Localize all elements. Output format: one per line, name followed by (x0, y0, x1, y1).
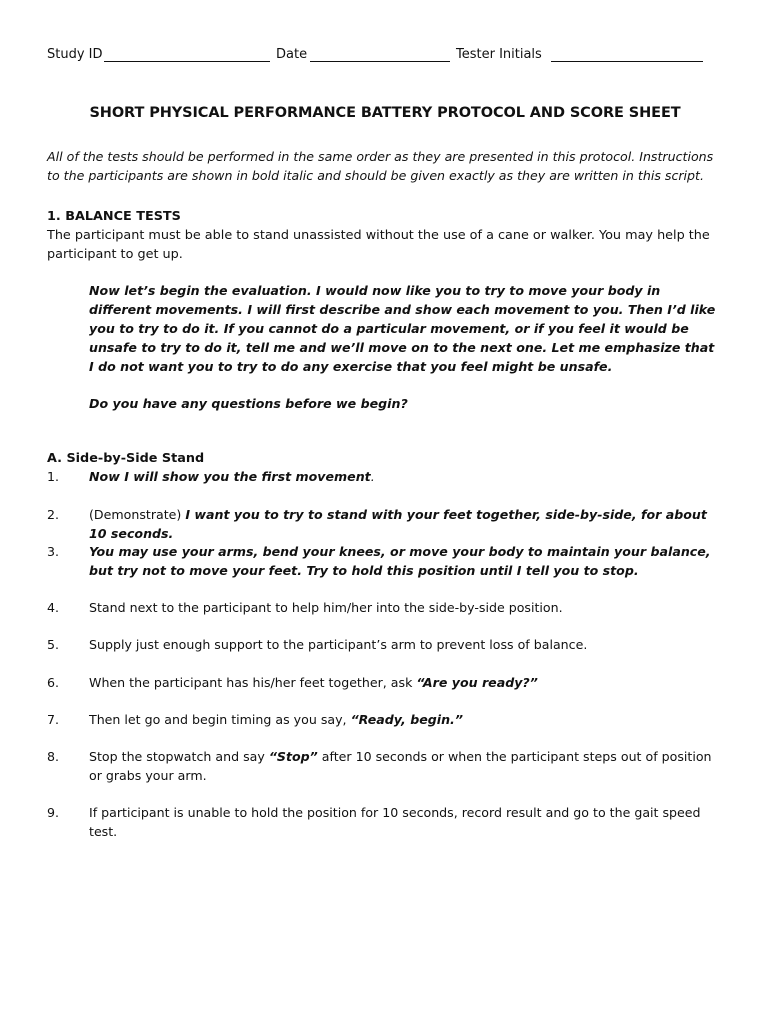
date-line[interactable] (310, 61, 450, 62)
date-label: Date (276, 47, 308, 62)
balance-script-question: Do you have any questions before we begin? (89, 396, 408, 411)
step-text-segment: Supply just enough support to the participant’s arm to prevent loss of balance. (89, 637, 588, 652)
step-text-segment: When the participant has his/her feet together, ask (89, 675, 417, 690)
step-number: 3. (47, 544, 60, 559)
step-text (89, 505, 725, 543)
tester-initials-label: Tester Initials (456, 47, 542, 62)
step-number: 4. (47, 600, 60, 615)
step-text-segment: (Demonstrate) (89, 507, 186, 522)
step-text-segment: “Stop” (268, 749, 318, 764)
study-id-line[interactable] (104, 61, 270, 62)
step-text (89, 598, 725, 617)
step-number: 2. (47, 507, 60, 522)
step-text (89, 747, 725, 785)
side-by-side-heading: A. Side-by-Side Stand (47, 451, 205, 466)
step-number: 7. (47, 712, 60, 727)
balance-tests-heading: 1. BALANCE TESTS (47, 209, 181, 224)
study-id-label: Study ID (47, 47, 103, 62)
step-text-segment: . (370, 469, 375, 484)
step-text-segment: Now I will show you the first movement (89, 469, 371, 484)
step-number: 8. (47, 749, 60, 764)
intro-text: All of the tests should be performed in the same order as they are presented in this protocol. Instructions to the participants are shown in bold italic and should be given exactly as they are written in this script. (47, 149, 714, 183)
step-number: 9. (47, 805, 60, 820)
step-text (89, 635, 725, 654)
step-text-segment: “Ready, begin.” (350, 712, 463, 727)
step-text-segment: Stop the stopwatch and say (89, 749, 269, 764)
step-text (89, 673, 725, 692)
step-text-segment: after 10 seconds or when the participant steps out of position or grabs your arm. (89, 749, 712, 783)
step-text-segment: I want you to try to stand with your feet together, side-by-side, for about 10 seconds. (89, 507, 707, 541)
step-number: 6. (47, 675, 60, 690)
step-text-segment: Stand next to the participant to help him/her into the side-by-side position. (89, 600, 563, 615)
step-text-segment: Then let go and begin timing as you say, (89, 712, 351, 727)
tester-initials-line[interactable] (551, 61, 703, 62)
page-title: SHORT PHYSICAL PERFORMANCE BATTERY PROTOCOL AND SCORE SHEET (89, 105, 681, 121)
step-number: 5. (47, 637, 60, 652)
step-number: 1. (47, 469, 60, 484)
step-text (89, 803, 725, 841)
step-text (89, 542, 725, 580)
balance-tests-text: The participant must be able to stand unassisted without the use of a cane or walker. You may help the participant to get up. (47, 228, 710, 262)
step-text-segment: “Are you ready?” (416, 675, 538, 690)
balance-script-paragraph: Now let’s begin the evaluation. I would now like you to try to move your body in different movements. I will first describe and show each movement to you. Then I’d like you to try to do it. If you cannot do a particular movement, or if you feel it would be unsafe to try to do it, tell me and we’ll move on to the next one. Let me emphasize that I do not want you to try to do any exercise that you feel might be unsafe. (89, 283, 716, 374)
step-text-segment: You may use your arms, bend your knees, or move your body to maintain your balance, but try not to move your feet. Try to hold this position until I tell you to stop. (89, 544, 711, 578)
step-text-segment: If participant is unable to hold the position for 10 seconds, record result and go to the gait speed test. (89, 805, 701, 839)
step-text (89, 710, 725, 729)
step-text (89, 467, 725, 486)
